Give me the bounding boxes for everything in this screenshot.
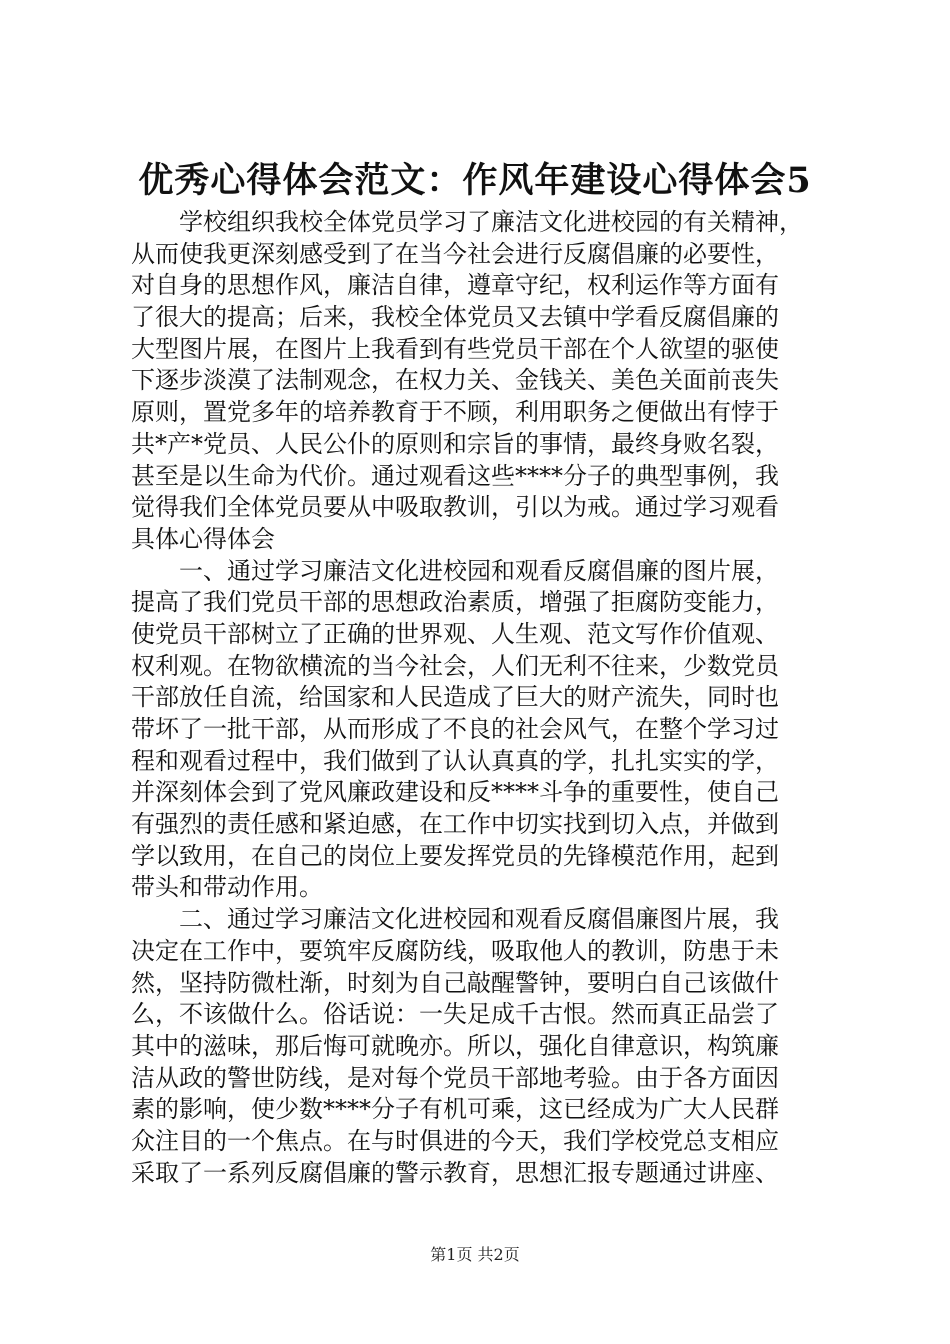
text-line: 然，坚持防微杜渐，时刻为自己敲醒警钟，要明白自己该做什	[131, 968, 779, 997]
document-body	[131, 207, 831, 1189]
text-line: 学以致用，在自己的岗位上要发挥党员的先锋模范作用，起到	[131, 841, 779, 870]
text-line: 么，不该做什么。俗话说：一失足成千古恨。然而真正品尝了	[131, 1000, 779, 1029]
text-line: 带坏了一批干部，从而形成了不良的社会风气，在整个学习过	[131, 715, 779, 743]
text-line: 共*产*党员、人民公仆的原则和宗旨的事情，最终身败名裂，	[131, 429, 779, 458]
text-line: 并深刻体会到了党风廉政建设和反****斗争的重要性，使自己	[131, 778, 779, 807]
text-line: 二、通过学习廉洁文化进校园和观看反腐倡廉图片展，我	[179, 905, 779, 934]
text-line: 大型图片展，在图片上我看到有些党员干部在个人欲望的驱使	[131, 334, 779, 363]
text-line: 素的影响，使少数****分子有机可乘，这已经成为广大人民群	[131, 1095, 779, 1124]
text-line: 下逐步淡漠了法制观念，在权力关、金钱关、美色关面前丧失	[131, 366, 779, 395]
text-line: 决定在工作中，要筑牢反腐防线，吸取他人的教训，防患于未	[131, 936, 779, 965]
text-line: 觉得我们全体党员要从中吸取教训，引以为戒。通过学习观看	[131, 493, 779, 522]
text-line: 权利观。在物欲横流的当今社会，人们无利不往来，少数党员	[131, 651, 779, 680]
text-line: 了很大的提高；后来，我校全体党员又去镇中学看反腐倡廉的	[131, 303, 779, 332]
text-line: 具体心得体会	[131, 524, 275, 553]
text-line: 一、通过学习廉洁文化进校园和观看反腐倡廉的图片展，	[179, 556, 779, 585]
text-line: 带头和带动作用。	[131, 873, 323, 902]
text-line: 使党员干部树立了正确的世界观、人生观、范文写作价值观、	[131, 619, 779, 648]
text-line: 学校组织我校全体党员学习了廉洁文化进校园的有关精神，	[179, 208, 803, 236]
text-line: 程和观看过程中，我们做到了认认真真的学，扎扎实实的学，	[131, 746, 779, 775]
text-line: 从而使我更深刻感受到了在当今社会进行反腐倡廉的必要性，	[131, 239, 779, 268]
text-line: 提高了我们党员干部的思想政治素质，增强了拒腐防变能力，	[131, 588, 779, 617]
document-title: 优秀心得体会范文：作风年建设心得体会5	[138, 160, 812, 201]
text-line: 干部放任自流，给国家和人民造成了巨大的财产流失，同时也	[131, 683, 779, 712]
text-line: 甚至是以生命为代价。通过观看这些****分子的典型事例，我	[131, 461, 779, 490]
text-line: 原则，置党多年的培养教育于不顾，利用职务之便做出有悖于	[131, 398, 779, 427]
text-line: 其中的滋味，那后悔可就晚亦。所以，强化自律意识，构筑廉	[131, 1031, 779, 1060]
text-line: 采取了一系列反腐倡廉的警示教育，思想汇报专题通过讲座、	[131, 1158, 779, 1187]
text-line: 洁从政的警世防线，是对每个党员干部地考验。由于各方面因	[131, 1063, 779, 1092]
text-line: 对自身的思想作风，廉洁自律，遵章守纪，权利运作等方面有	[131, 271, 779, 300]
page-number-footer: 第1页 共2页	[430, 1245, 520, 1264]
text-line: 众注目的一个焦点。在与时俱进的今天，我们学校党总支相应	[131, 1126, 779, 1155]
text-line: 有强烈的责任感和紧迫感，在工作中切实找到切入点，并做到	[131, 810, 779, 839]
